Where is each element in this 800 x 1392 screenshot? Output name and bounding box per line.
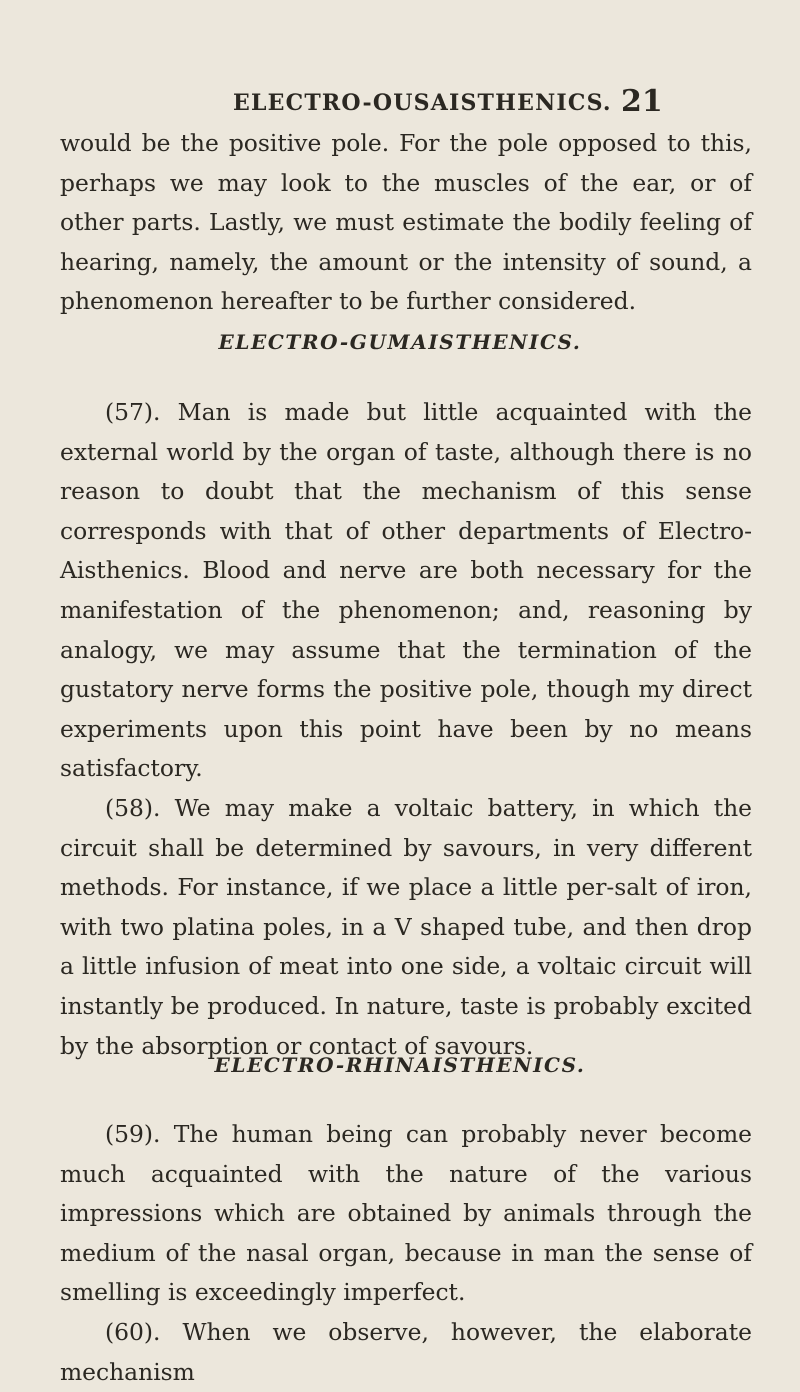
rhinaisthenics-text [60, 1115, 752, 1392]
page-number: 21 [621, 84, 663, 119]
running-head [0, 86, 800, 126]
paragraph-59: (59). The human being can probably never become much acquainted with the nature of the various impressions which are obtained by animals through the medium of the nasal organ, because in man the sense of smelling is exceedingly imperfect. [60, 1120, 752, 1307]
intro-text [60, 124, 752, 322]
section-heading-gumaisthenics: ELECTRO-GUMAISTHENICS. [218, 330, 582, 354]
intro-paragraph: would be the positive pole. For the pole opposed to this, perhaps we may look to the muscles of the ear, or of other parts. Lastly, we must estimate the bodily feeling of hearing, namely, the amount or the intensity of sound, a phenomenon hereafter to be further considered. [60, 129, 752, 316]
section-heading-rhinaisthenics: ELECTRO-RHINAISTHENICS. [214, 1053, 586, 1077]
running-head-title: ELECTRO-OUSAISTHENICS. [233, 90, 612, 116]
paragraph-58: (58). We may make a voltaic battery, in which the circuit shall be determined by savours, in very different methods. For instance, if we place a little per-salt of iron, with two platina poles, in a V shaped tube, and then drop a little infusion of meat into one side, a voltaic circuit will instantly be produced. In nature, taste is probably excited by the absorption or contact of savours. [60, 793, 752, 1060]
gumaisthenics-text [60, 393, 752, 1066]
paragraph-60: (60). When we observe, however, the elaborate mechanism [60, 1317, 752, 1386]
paragraph-57: (57). Man is made but little acquainted with the external world by the organ of taste, although there is no reason to doubt that the mechanism of this sense corresponds with that of other departments of Electro-Aisthenics. Blood and nerve are both necessary for the manifestation of the phenomenon; and, reasoning by analogy, we may assume that the termination of the gustatory nerve forms the positive pole, though my direct experiments upon this point have been by no means satisfactory. [60, 398, 752, 783]
